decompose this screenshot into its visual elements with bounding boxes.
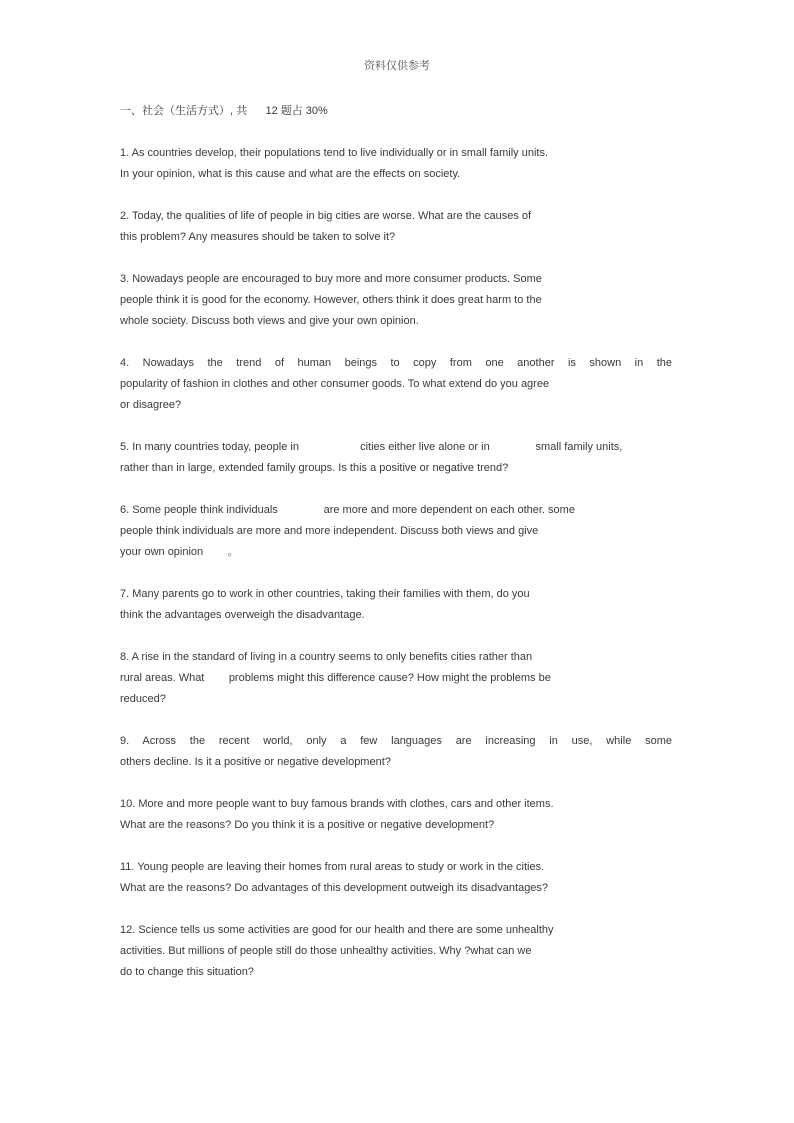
question-item <box>120 437 672 479</box>
question-line: whole society. Discuss both views and give your own opinion. <box>120 315 419 327</box>
section-heading: 一、社会（生活方式）, 共 12 题占 30% <box>120 105 328 117</box>
question-line: 6. Some people think individuals are more and more dependent on each other. some <box>120 504 575 516</box>
question-item <box>120 206 672 248</box>
question-line: do to change this situation? <box>120 966 254 978</box>
question-line: reduced? <box>120 693 166 705</box>
question-line: 10. More and more people want to buy famous brands with clothes, cars and other items. <box>120 798 554 810</box>
question-item <box>120 143 672 185</box>
question-line: popularity of fashion in clothes and other consumer goods. To what extend do you agree <box>120 378 550 390</box>
question-line: people think it is good for the economy. However, others think it does great harm to the <box>120 294 542 306</box>
page-header: 资料仅供参考 <box>364 60 430 72</box>
question-line: 12. Science tells us some activities are good for our health and there are some unhealthy <box>120 924 554 936</box>
question-line: rural areas. What problems might this difference cause? How might the problems be <box>120 672 551 684</box>
question-line: 2. Today, the qualities of life of people in big cities are worse. What are the causes of <box>120 210 532 222</box>
question-line: What are the reasons? Do you think it is a positive or negative development? <box>120 819 495 831</box>
question-line: What are the reasons? Do advantages of this development outweigh its disadvantages? <box>120 882 549 894</box>
question-item <box>120 857 672 899</box>
question-line: or disagree? <box>120 399 182 411</box>
question-line: 8. A rise in the standard of living in a country seems to only benefits cities rather than <box>120 651 533 663</box>
question-line: 11. Young people are leaving their homes from rural areas to study or work in the cities. <box>120 861 545 873</box>
question-item <box>120 731 672 773</box>
question-item <box>120 353 672 416</box>
question-line: people think individuals are more and more independent. Discuss both views and give <box>120 525 539 537</box>
question-item <box>120 920 672 983</box>
question-line: In your opinion, what is this cause and what are the effects on society. <box>120 168 461 180</box>
question-item <box>120 794 672 836</box>
question-line: think the advantages overweigh the disadvantage. <box>120 609 365 621</box>
question-line: rather than in large, extended family groups. Is this a positive or negative trend? <box>120 462 509 474</box>
question-item <box>120 584 672 626</box>
question-line: 3. Nowadays people are encouraged to buy more and more consumer products. Some <box>120 273 542 285</box>
document-body <box>120 101 672 1004</box>
question-line: this problem? Any measures should be taken to solve it? <box>120 231 396 243</box>
question-line: your own opinion 。 <box>120 546 239 558</box>
question-line: activities. But millions of people still do those unhealthy activities. Why ?what can we <box>120 945 532 957</box>
question-line: 7. Many parents go to work in other countries, taking their families with them, do you <box>120 588 530 600</box>
question-line: 4. Nowadays the trend of human beings to copy from one another is shown in the <box>120 357 672 369</box>
question-line: 9. Across the recent world, only a few languages are increasing in use, while some <box>120 735 672 747</box>
question-line: 1. As countries develop, their populations tend to live individually or in small family units. <box>120 147 549 159</box>
question-item <box>120 269 672 332</box>
question-item <box>120 500 672 563</box>
question-item <box>120 647 672 710</box>
question-line: 5. In many countries today, people in cities either live alone or in small family units, <box>120 441 623 453</box>
question-line: others decline. Is it a positive or negative development? <box>120 756 391 768</box>
